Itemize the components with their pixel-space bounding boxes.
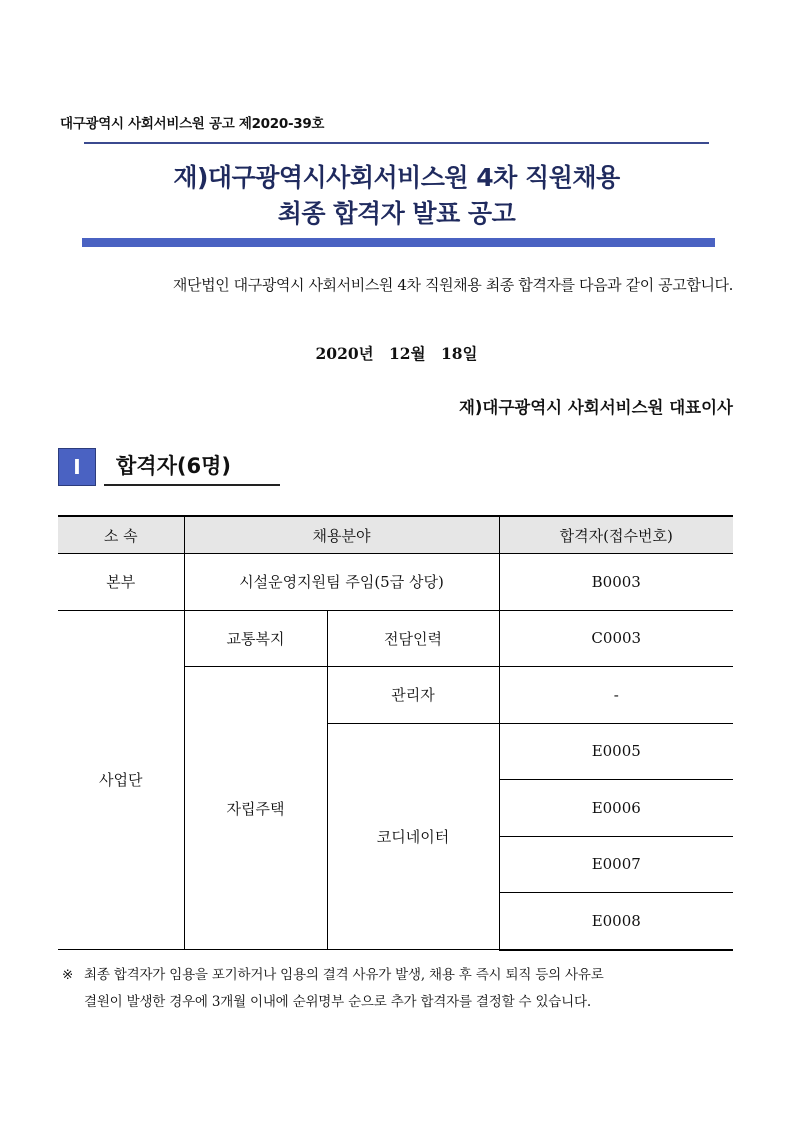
title-bottom-rule	[82, 238, 715, 247]
cell-role-coordinator: 코디네이터	[327, 723, 499, 950]
cell-id-coordinator: E0007	[499, 836, 733, 893]
cell-affiliation-division: 사업단	[58, 610, 184, 950]
notice-number: 대구광역시 사회서비스원 공고 제2020-39호	[60, 116, 325, 132]
cell-id-hq: B0003	[499, 554, 733, 611]
section-title-underline	[104, 484, 280, 486]
header-successful: 합격자(접수번호)	[499, 516, 733, 554]
footnote-line1: 최종 합격자가 임용을 포기하거나 임용의 결격 사유가 발생, 채용 후 즉시 퇴직 등의 사유로	[84, 967, 604, 983]
table-row	[58, 554, 733, 611]
cell-id-coordinator: E0005	[499, 723, 733, 780]
successful-candidates-table	[58, 515, 733, 951]
section-title: 합격자(6명)	[116, 454, 231, 478]
cell-id-transport: C0003	[499, 610, 733, 667]
table-header-row	[58, 516, 733, 554]
cell-category-transport: 교통복지	[184, 610, 327, 667]
cell-role-transport: 전담인력	[327, 610, 499, 667]
table-row	[58, 610, 733, 667]
cell-id-coordinator: E0006	[499, 780, 733, 837]
cell-role-manager: 관리자	[327, 667, 499, 724]
cell-category-housing: 자립주택	[184, 667, 327, 950]
cell-id-manager: -	[499, 667, 733, 724]
page-title-line1: 재)대구광역시사회서비스원 4차 직원채용	[173, 163, 620, 192]
reference-mark: ※	[62, 967, 74, 983]
title-top-rule	[84, 142, 709, 144]
header-affiliation: 소 속	[58, 516, 184, 554]
cell-field-hq: 시설운영지원팀 주임(5급 상당)	[184, 554, 499, 611]
announcement-date: 2020년 12월 18일	[315, 344, 478, 363]
header-field: 채용분야	[184, 516, 499, 554]
page-title-line2: 최종 합격자 발표 공고	[277, 199, 516, 228]
footnote	[62, 962, 738, 1016]
cell-affiliation-hq: 본부	[58, 554, 184, 611]
cell-id-coordinator: E0008	[499, 893, 733, 950]
intro-paragraph: 재단법인 대구광역시 사회서비스원 4차 직원채용 최종 합격자를 다음과 같이 공고합니다.	[172, 276, 733, 294]
section-number-badge: Ⅰ	[58, 448, 96, 486]
issuer-signature: 재)대구광역시 사회서비스원 대표이사	[458, 398, 733, 417]
footnote-line2: 결원이 발생한 경우에 3개월 이내에 순위명부 순으로 추가 합격자를 결정할 수 있습니다.	[84, 994, 591, 1010]
